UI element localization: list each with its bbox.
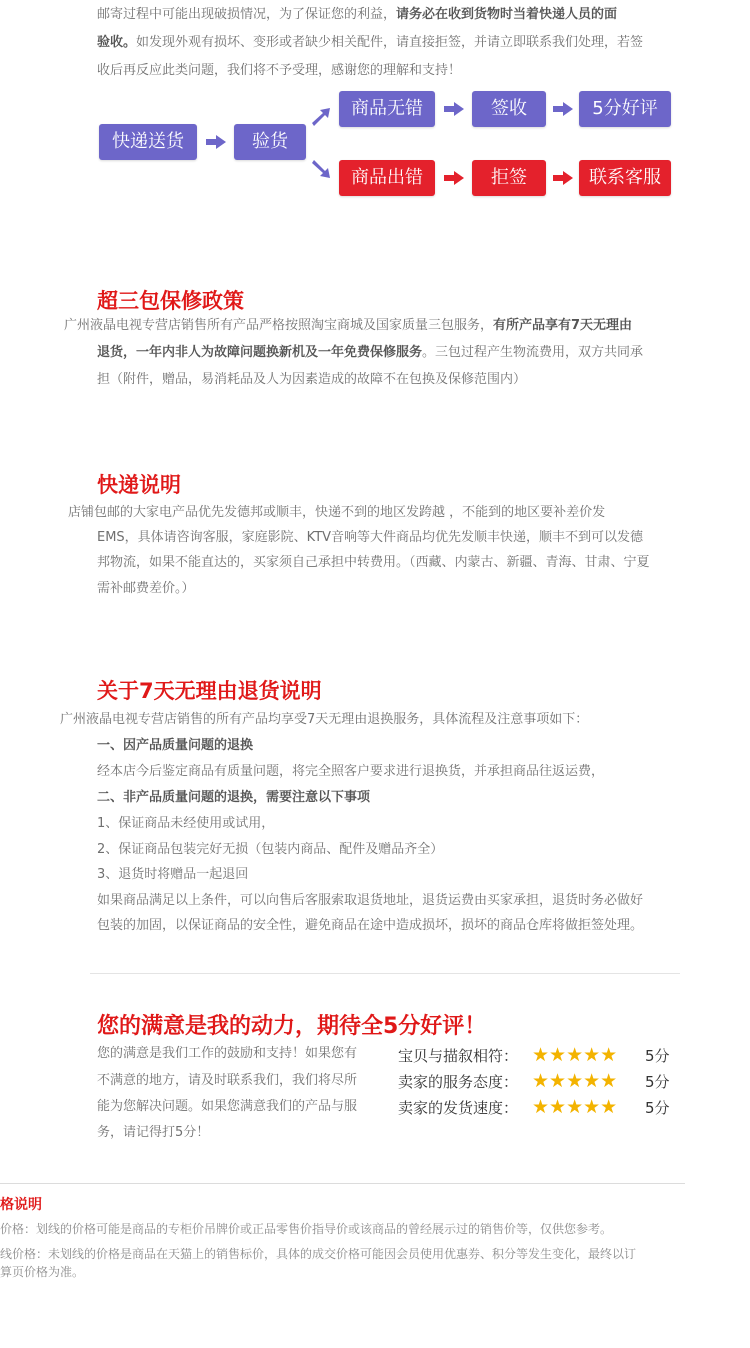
returns-heading-1: 一、因产品质量问题的退换	[97, 738, 254, 753]
arrow-right-icon	[553, 102, 573, 116]
arrow-up-right-icon	[312, 108, 330, 126]
returns-title: 关于7天无理由退货说明	[97, 679, 322, 703]
returns-para-2b: 包装的加固，以保证商品的安全性，避免商品在途中造成损坏，损坏的商品仓库将做拒签处理。	[97, 918, 644, 933]
satisfaction-text-4: 务，请记得打5分！	[97, 1125, 210, 1140]
star-rating-icon: ★★★★★	[532, 1070, 618, 1092]
warranty-line-3: 担（附件，赠品，易消耗品及人为因素造成的故障不在包换及保修范围内）	[97, 372, 527, 387]
rating-score: 5分	[645, 1073, 670, 1091]
warranty-line-2	[97, 340, 643, 366]
satisfaction-title: 您的满意是我的动力，期待全5分好评！	[97, 1014, 487, 1039]
flow-sign: 签收	[472, 91, 546, 127]
flow-contact-service: 联系客服	[579, 160, 671, 196]
intro-line-1-text: 邮寄过程中可能出现破损情况，为了保证您的利益，	[97, 7, 397, 22]
intro-line-1-bold: 请务必在收到货物时当着快递人员的面	[396, 7, 618, 22]
returns-heading-2: 二、非产品质量问题的退换，需要注意以下事项	[97, 790, 371, 805]
flow-inspect: 验货	[234, 124, 306, 160]
flow-goods-ok: 商品无错	[339, 91, 435, 127]
satisfaction-text-3: 能为您解决问题。如果您满意我们的产品与服	[97, 1099, 358, 1114]
arrow-right-icon	[444, 102, 464, 116]
intro-line-2	[97, 30, 643, 56]
arrow-right-icon	[206, 135, 226, 149]
intro-line-2-text: 如发现外观有损坏、变形或者缺少相关配件，请直接拒签，并请立即联系我们处理，若签	[136, 35, 644, 50]
arrow-down-right-icon	[312, 160, 330, 178]
warranty-title: 超三包保修政策	[97, 289, 244, 313]
price-line-1: 价格：划线的价格可能是商品的专柜价吊牌价或正品零售价指导价或该商品的曾经展示过的销售价等，仅供您参考。	[0, 1222, 613, 1236]
star-rating-icon: ★★★★★	[532, 1096, 618, 1118]
rating-label: 卖家的发货速度：	[398, 1099, 519, 1117]
rating-row	[398, 1097, 678, 1119]
flow-reject: 拒签	[472, 160, 546, 196]
express-line-1: 店铺包邮的大家电产品优先发德邦或顺丰，快递不到的地区发跨越 ，不能到的地区要补差价发	[68, 505, 606, 520]
rating-label: 卖家的服务态度：	[398, 1073, 519, 1091]
express-title: 快递说明	[97, 473, 181, 497]
price-title: 格说明	[0, 1197, 42, 1213]
flow-express-delivery: 快递送货	[99, 124, 197, 160]
section-divider	[90, 973, 680, 974]
warranty-line-1-bold: 有所产品享有7天无理由	[493, 318, 633, 333]
price-line-2: 线价格：未划线的价格是商品在天猫上的销售标价，具体的成交价格可能因会员使用优惠券、积分等发生变化，最终以订	[0, 1247, 637, 1261]
satisfaction-text-2: 不满意的地方，请及时联系我们，我们将尽所	[97, 1073, 358, 1088]
warranty-line-2-text: 。三包过程产生物流费用，双方共同承	[422, 345, 644, 360]
returns-para-2a: 如果商品满足以上条件，可以向售后客服索取退货地址，退货运费由买家承担，退货时务必做好	[97, 893, 644, 908]
warranty-line-1-text: 广州液晶电视专营店销售所有产品严格按照淘宝商城及国家质量三包服务，	[64, 318, 494, 333]
satisfaction-text-1: 您的满意是我们工作的鼓励和支持！如果您有	[97, 1046, 358, 1061]
rating-label: 宝贝与描叙相符：	[398, 1047, 519, 1065]
intro-line-2-bold: 验收。	[97, 35, 137, 50]
arrow-right-icon	[553, 171, 573, 185]
arrow-right-icon	[444, 171, 464, 185]
rating-score: 5分	[645, 1099, 670, 1117]
warranty-line-1	[64, 313, 632, 339]
flow-goods-error: 商品出错	[339, 160, 435, 196]
express-line-2: EMS，具体请咨询客服，家庭影院、KTV音响等大件商品均优先发顺丰快递，顺丰不到可以发德	[97, 530, 644, 545]
price-line-3: 算页价格为准。	[0, 1265, 85, 1279]
returns-intro: 广州液晶电视专营店销售的所有产品均享受7天无理由退换服务，具体流程及注意事项如下：	[60, 712, 589, 727]
returns-item-1: 1、保证商品未经使用或试用，	[97, 816, 275, 831]
star-rating-icon: ★★★★★	[532, 1044, 618, 1066]
rating-row	[398, 1045, 678, 1067]
flow-five-star: 5分好评	[579, 91, 671, 127]
intro-line-3: 收后再反应此类问题，我们将不予受理，感谢您的理解和支持！	[97, 63, 462, 78]
returns-para-1: 经本店今后鉴定商品有质量问题，将完全照客户要求进行退换货，并承担商品往返运费，	[97, 764, 605, 779]
returns-item-2: 2、保证商品包装完好无损（包装内商品、配件及赠品齐全）	[97, 842, 444, 857]
warranty-line-2-bold: 退货，一年内非人为故障问题换新机及一年免费保修服务	[97, 345, 423, 360]
rating-score: 5分	[645, 1047, 670, 1065]
express-line-3: 邦物流，如果不能直达的，买家须自己承担中转费用。（西藏、内蒙古、新疆、青海、甘肃、宁夏	[97, 555, 650, 570]
express-line-4: 需补邮费差价。）	[97, 581, 195, 596]
rating-row	[398, 1071, 678, 1093]
section-divider	[0, 1183, 685, 1184]
returns-item-3: 3、退货时将赠品一起退回	[97, 867, 249, 882]
intro-line-1	[97, 2, 617, 28]
